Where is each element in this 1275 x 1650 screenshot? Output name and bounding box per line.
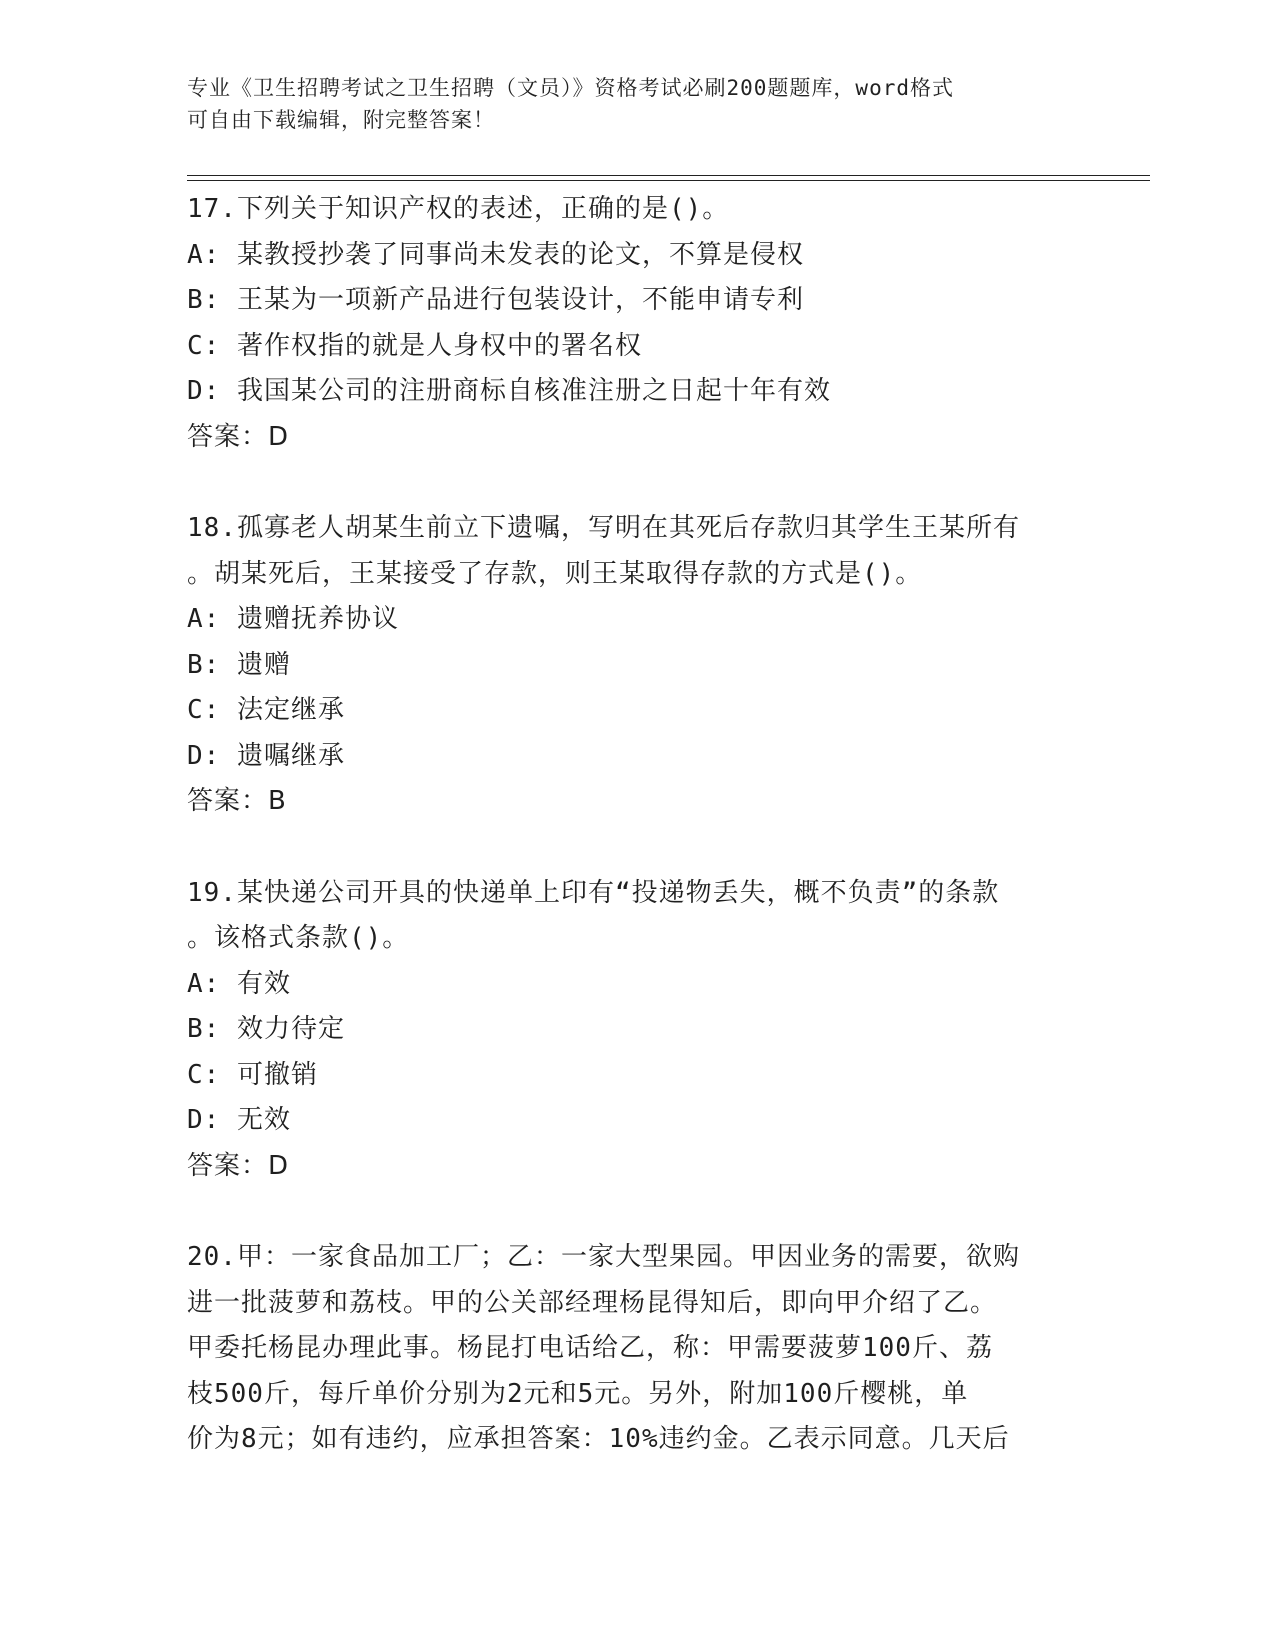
question-text: 17.下列关于知识产权的表述，正确的是()。 [187,194,730,224]
question-text-line-2: 。该格式条款()。 [187,923,410,953]
option-d: D: 遗嘱继承 [187,740,345,771]
question-20 [187,1235,1087,1463]
option-a: A: 某教授抄袭了同事尚未发表的论文，不算是侵权 [187,239,804,270]
option-a: A: 遗赠抚养协议 [187,604,399,634]
answer-label: 答案：B [187,786,287,816]
option-c: C: 法定继承 [187,695,345,725]
spacer [187,1189,1087,1235]
option-c: C: 可撤销 [187,1059,318,1090]
question-text-line-1: 20.甲：一家食品加工厂；乙：一家大型果园。甲因业务的需要，欲购 [187,1242,1020,1272]
answer-label: 答案：D [187,421,290,452]
option-d: D: 我国某公司的注册商标自核准注册之日起十年有效 [187,376,831,406]
question-text-line-3: 甲委托杨昆办理此事。杨昆打电话给乙，称：甲需要菠萝100斤、荔 [187,1333,993,1363]
question-list [187,187,1087,1463]
header-divider-bottom [187,180,1150,181]
option-c: C: 著作权指的就是人身权中的署名权 [187,330,642,361]
option-b: B: 遗赠 [187,649,291,680]
option-a: A: 有效 [187,968,291,999]
option-b: B: 效力待定 [187,1014,345,1044]
document-header [187,72,1067,136]
question-17 [187,187,1087,460]
question-text-line-1: 18.孤寡老人胡某生前立下遗嘱，写明在其死后存款归其学生王某所有 [187,513,1020,543]
question-text-line-5: 价为8元；如有违约，应承担答案：10%违约金。乙表示同意。几天后 [187,1424,1010,1454]
question-text-line-2: 。胡某死后，王某接受了存款，则王某取得存款的方式是()。 [187,558,923,589]
option-b: B: 王某为一项新产品进行包装设计，不能申请专利 [187,285,804,315]
spacer [187,825,1087,871]
question-text-line-1: 19.某快递公司开具的快递单上印有“投递物丢失，概不负责”的条款 [187,877,1000,908]
question-19 [187,871,1087,1190]
spacer [187,460,1087,506]
question-18 [187,506,1087,825]
question-text-line-4: 枝500斤，每斤单价分别为2元和5元。另外，附加100斤樱桃，单 [187,1378,969,1409]
question-text-line-2: 进一批菠萝和荔枝。甲的公关部经理杨昆得知后，即向甲介绍了乙。 [187,1287,998,1318]
header-divider-top [187,175,1150,176]
header-line-2: 可自由下载编辑，附完整答案！ [187,108,495,132]
answer-label: 答案：D [187,1150,290,1181]
option-d: D: 无效 [187,1105,291,1135]
header-line-1: 专业《卫生招聘考试之卫生招聘（文员）》资格考试必刷200题题库，word格式 [187,76,954,100]
